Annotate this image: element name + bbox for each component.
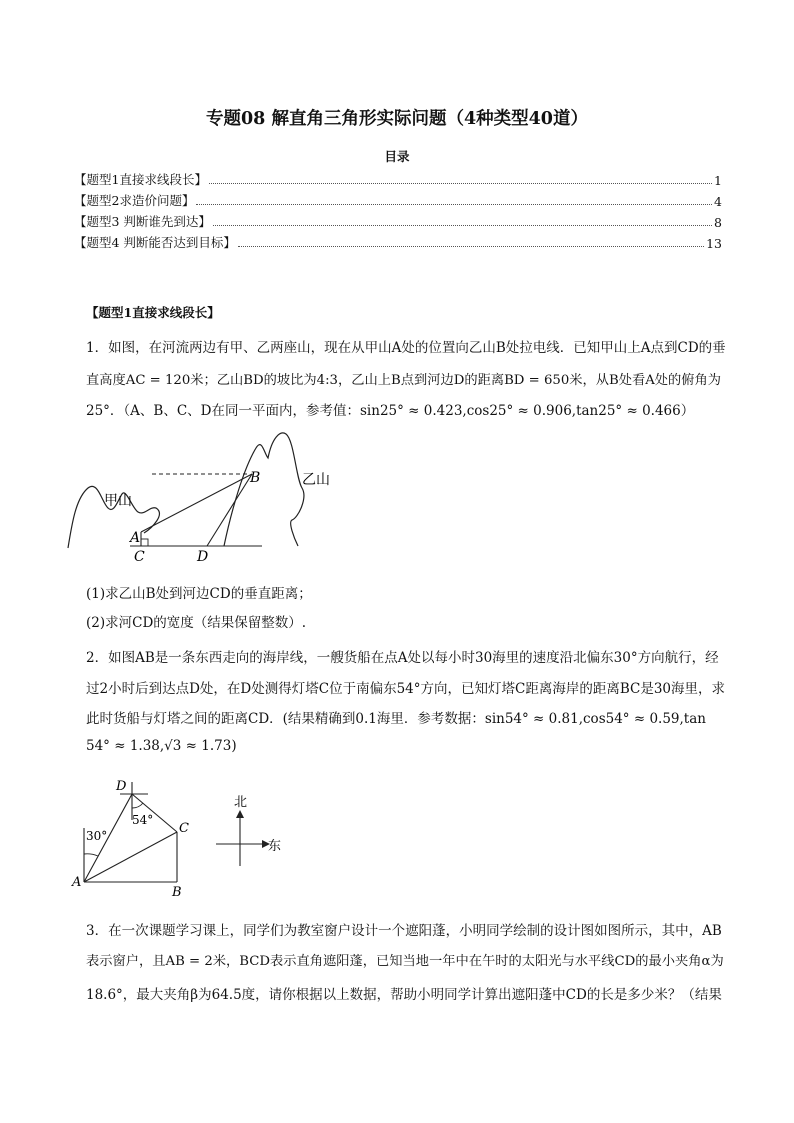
q2-text-line: 过2小时后到达点D处，在D处测得灯塔C位于南偏东54°方向，已知灯塔C距离海岸的距离BC是30海里，求 bbox=[86, 681, 726, 697]
toc-leader bbox=[209, 183, 712, 184]
segment-bd bbox=[207, 474, 252, 546]
q1-figure bbox=[66, 428, 366, 570]
toc-item-label: 【题型4 判断能否达到目标】 bbox=[74, 235, 236, 250]
label-angle-54: 54° bbox=[132, 813, 154, 827]
point-c: C bbox=[179, 821, 189, 836]
right-angle-mark bbox=[141, 539, 148, 546]
q3-text-line: 18.6°，最大夹角β为64.5度，请你根据以上数据，帮助小明同学计算出遮阳蓬中CD的长是多少米？（结果 bbox=[86, 987, 722, 1003]
toc-leader bbox=[196, 204, 712, 205]
toc-leader bbox=[213, 225, 712, 226]
toc-item-2[interactable] bbox=[74, 192, 722, 209]
q1-text-line: 25°．（A、B、C、D在同一平面内，参考值：sin25° ≈ 0.423,cos25° ≈ 0.906,tan25° ≈ 0.466） bbox=[86, 403, 695, 419]
q1-text-line: 1．如图，在河流两边有甲、乙两座山，现在从甲山A处的位置向乙山B处拉电线．已知甲山上A点到CD的垂 bbox=[86, 340, 726, 356]
angle-54-arc bbox=[132, 803, 143, 808]
q3-text-line: 表示窗户，且AB = 2米，BCD表示直角遮阳蓬，已知当地一年中在午时的太阳光与水平线CD的最小夹角α为 bbox=[86, 954, 724, 969]
toc-item-page: 1 bbox=[714, 173, 722, 188]
toc-heading: 目录 bbox=[384, 149, 410, 164]
q2-figure bbox=[66, 772, 296, 898]
page-title: 专题08 解直角三角形实际问题（4种类型40道） bbox=[206, 109, 588, 129]
point-d: D bbox=[197, 549, 209, 565]
toc-item-3[interactable] bbox=[74, 213, 722, 230]
toc-item-4[interactable] bbox=[74, 234, 722, 251]
point-a: A bbox=[72, 875, 82, 890]
toc-leader bbox=[238, 246, 704, 247]
label-north: 北 bbox=[234, 795, 248, 810]
toc-item-page: 8 bbox=[714, 215, 722, 230]
q3-text-line: 3．在一次课题学习课上，同学们为教室窗户设计一个遮阳蓬，小明同学绘制的设计图如图所示，其中，AB bbox=[86, 923, 722, 939]
section-heading: 【题型1直接求线段长】 bbox=[86, 305, 220, 320]
toc-item-page: 4 bbox=[714, 194, 722, 209]
label-east: 东 bbox=[268, 839, 282, 854]
toc-item-page: 13 bbox=[706, 236, 722, 251]
point-c: C bbox=[134, 549, 145, 565]
q1-subquestion-1: (1)求乙山B处到河边CD的垂直距离； bbox=[86, 586, 312, 602]
toc-item-1[interactable] bbox=[74, 171, 722, 188]
toc-item-label: 【题型3 判断谁先到达】 bbox=[74, 214, 211, 229]
label-jia-shan: 甲山 bbox=[104, 493, 132, 509]
label-angle-30: 30° bbox=[86, 829, 108, 843]
point-b: B bbox=[172, 885, 182, 898]
q1-text-line: 直高度AC = 120米；乙山BD的坡比为4:3，乙山上B点到河边D的距离BD = 650米，从B处看A处的俯角为 bbox=[86, 373, 722, 388]
q2-text-line: 2．如图AB是一条东西走向的海岸线，一艘货船在点A处以每小时30海里的速度沿北偏东30°方向航行，经 bbox=[86, 650, 719, 666]
toc-item-label: 【题型1直接求线段长】 bbox=[74, 172, 207, 187]
point-d: D bbox=[116, 779, 127, 794]
mountain-yi-outline bbox=[224, 433, 304, 546]
q1-subquestion-2: (2)求河CD的宽度（结果保留整数）. bbox=[86, 615, 307, 631]
north-arrow-icon bbox=[236, 810, 244, 818]
point-a: A bbox=[130, 530, 141, 546]
point-b: B bbox=[250, 470, 261, 486]
label-yi-shan: 乙山 bbox=[302, 472, 330, 488]
angle-30-arc bbox=[84, 854, 98, 856]
toc-item-label: 【题型2求造价问题】 bbox=[74, 193, 195, 208]
q2-text-line: 54° ≈ 1.38,√3 ≈ 1.73) bbox=[86, 738, 237, 754]
q2-text-line: 此时货船与灯塔之间的距离CD．(结果精确到0.1海里．参考数据：sin54° ≈ 0.81,cos54° ≈ 0.59,tan bbox=[86, 711, 706, 727]
segment-ab bbox=[141, 474, 252, 532]
